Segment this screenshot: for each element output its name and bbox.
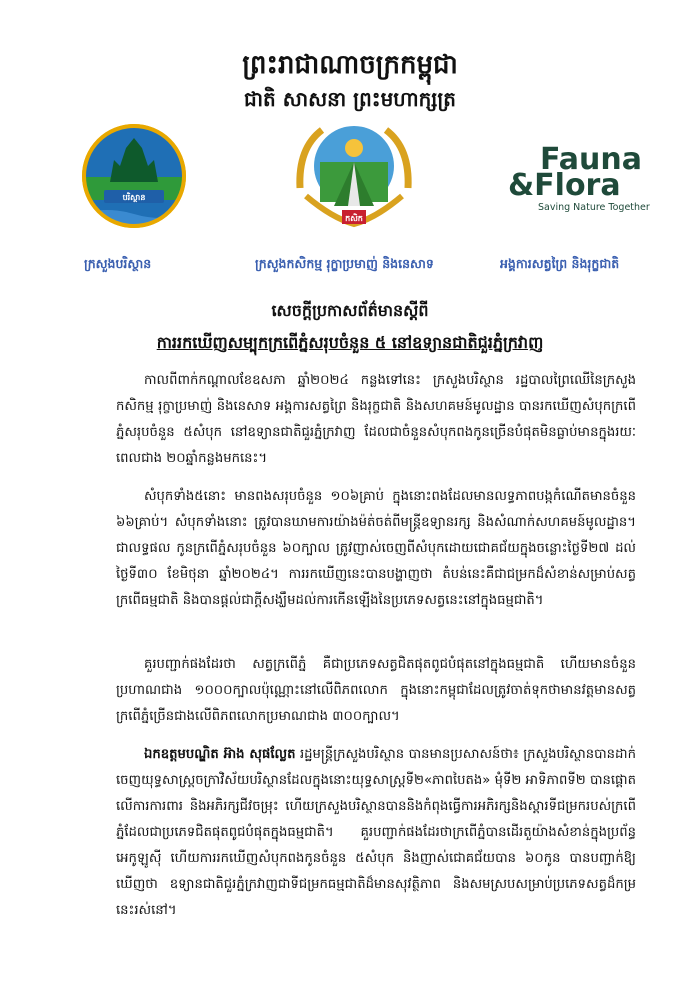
ministry-of-agriculture-logo	[292, 118, 416, 242]
minister-name: ឯកឧត្តមបណ្ឌិត អ៊ាង សុផល្លែត	[144, 747, 296, 762]
paragraph-2-text: សំបុកទាំង៥នោះ មានពងសរុបចំនួន ១០៦គ្រាប់ ក្នុងនោះពងដែលមានលទ្ធភាពបង្កកំណើតមានចំនួន ៦៦គ្រាប់។ សំបុកទាំងនោះ ត្រូវបានឃាមការយ៉ាងម៉ត់ចត់ពីមន្ត្រីឧទ្យានរក្ស និងសំណាក់សហគមន៍មូលដ្ឋាន។ ជាលទ្ធផល កូនក្រពើភ្នំសរុបចំនួន ៦០ក្បាល ត្រូវញាស់ចេញពីសំបុកដោយជោគជ័យក្នុងចន្លោះថ្ងៃទី២៧ ដល់ថ្ងៃទី៣០ ខែមិថុនា ឆ្នាំ២០២៤។ ការរកឃើញនេះបានបង្ហាញថា តំបន់នេះគឺជាជម្រកដ៏សំខាន់សម្រាប់សត្វក្រពើធម្មជាតិ និងបានផ្តល់ជាក្តីសង្ឃឹមដល់ការកើនឡើងនៃប្រភេទសត្វនេះនៅក្នុងធម្មជាតិ។	[116, 489, 636, 608]
caption-fauna-flora: អង្គការសត្វព្រៃ និងរុក្ខជាតិ	[500, 256, 620, 271]
paragraph-4-text: រដ្ឋមន្ត្រីក្រសួងបរិស្ថាន បានមានប្រសាសន៍ថា៖ ក្រសួងបរិស្ថានបានដាក់ចេញយុទ្ធសាស្ត្រចក្រាវិស័យបរិស្ថានដែលក្នុងនោះយុទ្ធសាស្ត្រទី២«ភាពបៃតង» មុំទី២ អាទិភាពទី២ បានផ្តោតលើការការពារ និងអភិរក្សជីវចម្រុះ ហើយក្រសួងបរិស្ថានបាននិងកំពុងធ្វើការអភិរក្សនិងស្តារទីជម្រករបស់ក្រពើភ្នំដែលជាប្រភេទជិតផុតពូជបំផុតក្នុងធម្មជាតិ។ គួរបញ្ជាក់ផងដែរថាក្រពើភ្នំបានដើរតួយ៉ាងសំខាន់ក្នុងប្រព័ន្ធអេកូឡូស៊ី ហើយការរកឃើញសំបុកពងកូនចំនួន ៥សំបុក និងញាស់ជោគជ័យបាន ៦០កូន បានបញ្ជាក់ឱ្យឃើញថា ឧទ្យានជាតិជួរភ្នំក្រវាញជាទីជម្រកធម្មជាតិដ៏មានសុវត្ថិភាព និងសមស្របសម្រាប់ប្រភេទសត្វដ៏កម្រនេះរស់នៅ។	[116, 747, 636, 918]
caption-ministry-of-environment: ក្រសួងបរិស្ថាន	[84, 256, 152, 271]
caption-ministry-of-agriculture: ក្រសួងកសិកម្ម រុក្ខាប្រមាញ់ និងនេសាទ	[255, 256, 434, 271]
paragraph-2	[116, 484, 636, 614]
paragraph-1	[116, 368, 636, 472]
paragraph-4	[116, 742, 636, 924]
press-release-title: សេចក្តីប្រកាសព័ត៌មានស្តីពី	[271, 301, 429, 320]
kingdom-heading: ព្រះរាជាណាចក្រកម្ពុជា	[242, 50, 458, 80]
paragraph-1-text: កាលពីពាក់កណ្តាលខែឧសភា ឆ្នាំ២០២៤ កន្លងទៅនេះ ក្រសួងបរិស្ថាន រដ្ឋបាលព្រៃឈើនៃក្រសួងកសិកម្ម រុក្ខាប្រមាញ់ និងនេសាទ អង្គការសត្វព្រៃ និងរុក្ខជាតិ និងសហគមន៍មូលដ្ឋាន បានរកឃើញសំបុកក្រពើភ្នំសរុបចំនួន ៥សំបុក នៅឧទ្យានជាតិជួរភ្នំក្រវាញ ដែលជាចំនួនសំបុកពងកូនច្រើនបំផុតមិនធ្លាប់មានក្នុងរយៈពេលជាង ២០ឆ្នាំកន្លងមកនេះ។	[116, 373, 636, 466]
fauna-flora-logo	[508, 142, 650, 215]
ff-tagline: Saving Nature Together	[538, 202, 650, 213]
maff-logo-label: កសិក	[345, 214, 363, 223]
ff-logo-line1: Fauna	[540, 142, 642, 177]
press-release-subtitle: ការរកឃើញសម្បុកក្រពើភ្នំសរុបចំនួន ៥ នៅឧទ្យានជាតិជួរភ្នំក្រវាញ	[156, 333, 544, 352]
ministry-of-environment-logo	[80, 122, 188, 230]
national-motto: ជាតិ សាសនា ព្រះមហាក្សត្រ	[244, 87, 456, 111]
ff-logo-line2: &Flora	[508, 168, 621, 203]
paragraph-3-text: គួរបញ្ជាក់ផងដែរថា សត្វក្រពើភ្នំ គឺជាប្រភេទសត្វជិតផុតពូជបំផុតនៅក្នុងធម្មជាតិ ហើយមានចំនួនប្រហាណជាង ១០០០ក្បាលប៉ុណ្ណោះនៅលើពិភពលោក ក្នុងនោះកម្ពុជាដែលត្រូវចាត់ទុកថាមានវត្តមានសត្វក្រពើភ្នំច្រើនជាងលើពិភពលោកប្រមាណជាង ៣០០ក្បាល។	[116, 657, 636, 724]
env-logo-label: បរិស្ថាន	[122, 193, 146, 202]
paragraph-3	[116, 652, 636, 730]
